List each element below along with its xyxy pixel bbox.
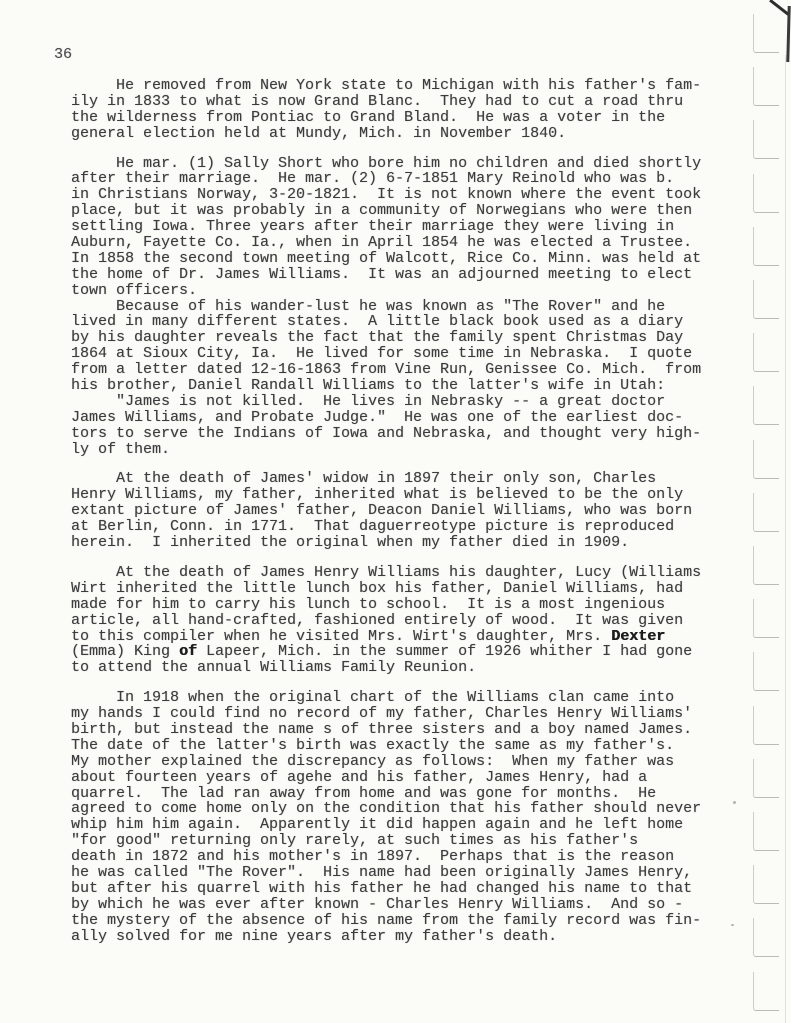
- text-line: At the death of James' widow in 1897 their only son, Charles: [71, 470, 657, 488]
- binding-hole-mark: [753, 174, 779, 213]
- binding-hole-mark: [753, 440, 779, 479]
- text-line: but after his quarrel with his father he had changed his name to that: [71, 879, 693, 897]
- binding-hole-mark: [753, 493, 779, 532]
- binding-hole-mark: [753, 972, 779, 1011]
- text-line: made for him to carry his lunch to school. It is a most ingenious: [71, 595, 666, 613]
- text-line: The date of the latter's birth was exactly the same as my father's.: [71, 736, 675, 754]
- text-line: "James is not killed. He lives in Nebrasky -- a great doctor: [71, 392, 666, 410]
- paragraph: [71, 690, 739, 944]
- text-line: Wirt inherited the little lunch box his father, Daniel Williams, had: [71, 579, 684, 597]
- text-line: (Emma) King of Lapeer, Mich. in the summer of 1926 whither I had gone: [71, 643, 693, 661]
- binding-hole-mark: [753, 333, 779, 372]
- binding-hole-mark: [753, 14, 779, 53]
- text-line: He mar. (1) Sally Short who bore him no children and died shortly: [71, 154, 702, 172]
- text-line: In 1918 when the original chart of the Williams clan came into: [71, 689, 675, 707]
- document-body: [71, 78, 739, 944]
- page-edge-dark-line: [786, 6, 790, 62]
- scan-speck: [733, 801, 736, 804]
- text-line: the wilderness from Pontiac to Grand Bland. He was a voter in the: [71, 108, 666, 126]
- text-line: ally solved for me nine years after my father's death.: [71, 927, 558, 945]
- binding-hole-mark: [753, 120, 779, 159]
- text-line: At the death of James Henry Williams his daughter, Lucy (Williams: [71, 563, 702, 581]
- paragraph: [71, 156, 739, 299]
- text-line: agreed to come home only on the condition that his father should never: [71, 800, 702, 818]
- text-line: in Christians Norway, 3-20-1821. It is not known where the event took: [71, 186, 702, 204]
- text-line: whip him him again. Apparently it did happen again and he left home: [71, 816, 684, 834]
- text-line: Henry Williams, my father, inherited what is believed to be the only: [71, 486, 684, 504]
- overstruck-text: of: [179, 643, 198, 661]
- text-line: ily in 1833 to what is now Grand Blanc. They had to cut a road thru: [71, 92, 684, 110]
- text-line: general election held at Mundy, Mich. in November 1840.: [71, 124, 567, 142]
- text-line: my hands I could find no record of my father, Charles Henry Williams': [71, 705, 693, 723]
- text-line: Auburn, Fayette Co. Ia., when in April 1854 he was elected a Trustee.: [71, 234, 693, 252]
- text-line: by his daughter reveals the fact that the family spent Christmas Day: [71, 329, 684, 347]
- paragraph: [71, 78, 739, 142]
- text-line: extant picture of James' father, Deacon Daniel Williams, who was born: [71, 502, 693, 520]
- paragraph: [71, 299, 739, 458]
- binding-hole-mark: [753, 706, 779, 745]
- text-line: My mother explained the discrepancy as follows: When my father was: [71, 752, 675, 770]
- text-line: place, but it was probably in a community of Norwegians who were then: [71, 202, 693, 220]
- text-line: his brother, Daniel Randall Williams to the latter's wife in Utah:: [71, 377, 666, 395]
- binding-hole-mark: [753, 599, 779, 638]
- text-line: after their marriage. He mar. (2) 6-7-1851 Mary Reinold who was b.: [71, 170, 675, 188]
- binding-hole-mark: [753, 652, 779, 691]
- text-line: birth, but instead the name s of three sisters and a boy named James.: [71, 720, 693, 738]
- text-line: James Williams, and Probate Judge." He was one of the earliest doc-: [71, 408, 684, 426]
- overstruck-text: Dexter: [611, 627, 666, 645]
- paragraph: [71, 565, 739, 676]
- text-line: at Berlin, Conn. in 1771. That daguerreotype picture is reproduced: [71, 518, 675, 536]
- page-edge-faint-line: [785, 55, 786, 1023]
- binding-hole-mark: [753, 67, 779, 106]
- text-line: He removed from New York state to Michigan with his father's fam-: [71, 77, 702, 94]
- text-line: about fourteen years of agehe and his father, James Henry, had a: [71, 768, 648, 786]
- text-line: quarrel. The lad ran away from home and was gone for months. He: [71, 784, 657, 802]
- text-line: In 1858 the second town meeting of Walcott, Rice Co. Minn. was held at: [71, 249, 702, 267]
- binding-hole-mark: [753, 865, 779, 904]
- binding-hole-mark: [753, 759, 779, 798]
- text-line: herein. I inherited the original when my father died in 1909.: [71, 534, 630, 552]
- text-line: death in 1872 and his mother's in 1897. Perhaps that is the reason: [71, 848, 675, 866]
- text-line: Because of his wander-lust he was known as "The Rover" and he: [71, 297, 666, 315]
- text-line: the mystery of the absence of his name from the family record was fin-: [71, 911, 702, 929]
- text-line: 1864 at Sioux City, Ia. He lived for some time in Nebraska. I quote: [71, 345, 693, 363]
- text-line: ly of them.: [71, 440, 171, 458]
- text-line: article, all hand-crafted, fashioned entirely of wood. It was given: [71, 611, 684, 629]
- paragraph: [71, 471, 739, 550]
- binding-hole-mark: [753, 386, 779, 425]
- text-line: the home of Dr. James Williams. It was an adjourned meeting to elect: [71, 265, 693, 283]
- text-line: he was called "The Rover". His name had been originally James Henry,: [71, 863, 693, 881]
- text-line: tors to serve the Indians of Iowa and Nebraska, and thought very high-: [71, 424, 702, 442]
- text-line: "for good" returning only rarely, at such times as his father's: [71, 832, 639, 850]
- binding-hole-mark: [753, 812, 779, 851]
- text-line: lived in many different states. A little black book used as a diary: [71, 313, 684, 331]
- binding-hole-mark: [753, 546, 779, 585]
- text-line: settling Iowa. Three years after their marriage they were living in: [71, 218, 675, 236]
- text-line: to attend the annual Williams Family Reunion.: [71, 659, 477, 677]
- text-line: to this compiler when he visited Mrs. Wirt's daughter, Mrs. Dexter: [71, 627, 666, 645]
- scan-speck: [731, 924, 734, 926]
- text-line: by which he was ever after known - Charles Henry Williams. And so -: [71, 895, 684, 913]
- binding-hole-mark: [753, 227, 779, 266]
- text-line: town officers.: [71, 281, 198, 299]
- page-number: 36: [54, 46, 73, 63]
- binding-hole-mark: [753, 280, 779, 319]
- binding-hole-mark: [753, 918, 779, 957]
- text-line: from a letter dated 12-16-1863 from Vine Run, Genissee Co. Mich. from: [71, 361, 702, 379]
